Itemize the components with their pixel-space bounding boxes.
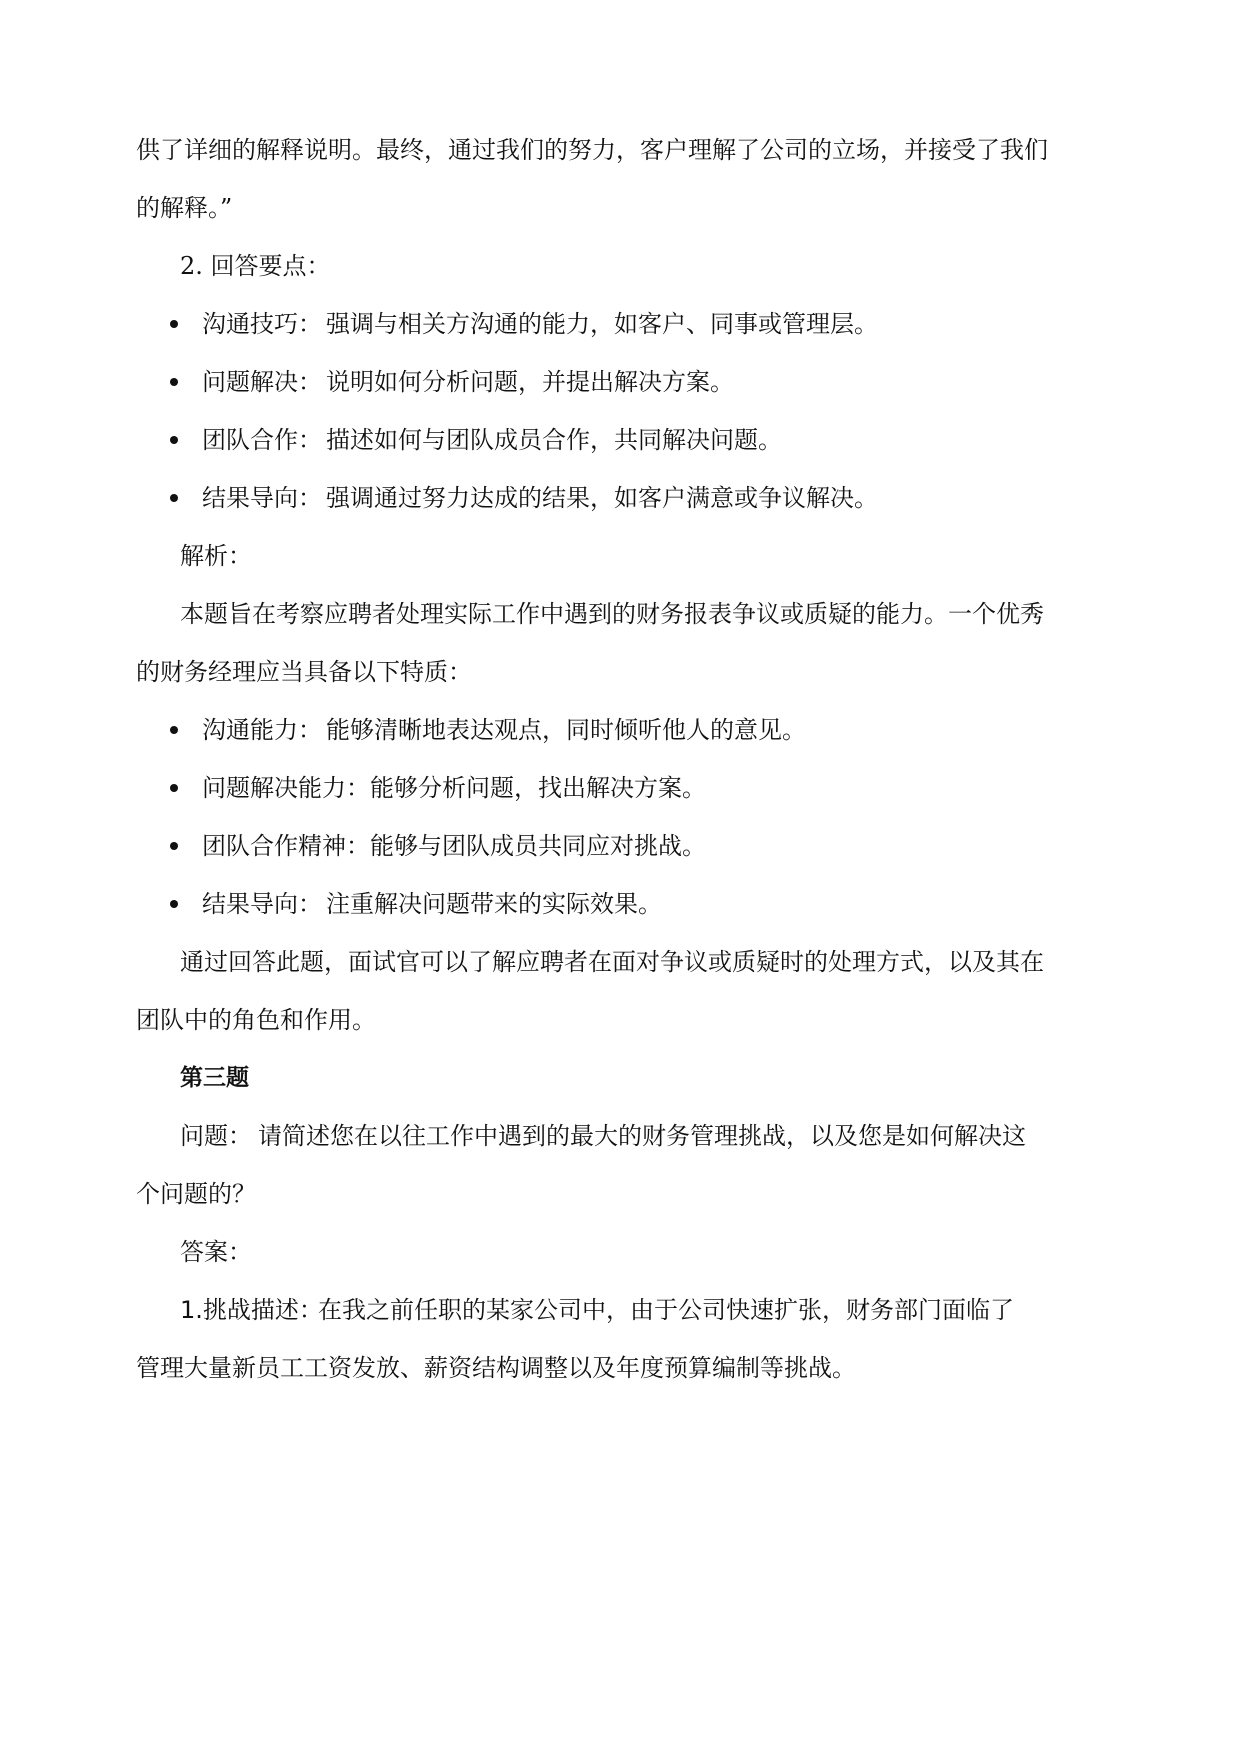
paragraph-line: 的解释。”	[136, 194, 233, 222]
list-item-label: 团队合作精神：	[202, 832, 370, 860]
bullet-icon	[170, 842, 178, 850]
paragraph-line: 个问题的？	[136, 1180, 256, 1208]
bullet-icon	[170, 726, 178, 734]
paragraph-line: 管理大量新员工工资发放、薪资结构调整以及年度预算编制等挑战。	[136, 1354, 856, 1382]
bullet-icon	[170, 320, 178, 328]
answer-points-heading: 2. 回答要点：	[180, 252, 331, 280]
challenge-text: 在我之前任职的某家公司中，由于公司快速扩张，财务部门面临了	[318, 1296, 1014, 1324]
list-item-text: 能够与团队成员共同应对挑战。	[370, 832, 706, 860]
paragraph-line: 供了详细的解释说明。最终，通过我们的努力，客户理解了公司的立场，并接受了我们	[136, 136, 1048, 164]
list-item-label: 沟通技巧：	[202, 310, 322, 338]
challenge-label: 1.挑战描述：	[180, 1296, 323, 1324]
bullet-icon	[170, 378, 178, 386]
bullet-icon	[170, 494, 178, 502]
analysis-heading: 解析：	[180, 542, 252, 570]
list-item-label: 结果导向：	[202, 484, 322, 512]
bullet-icon	[170, 436, 178, 444]
question-text: 请简述您在以往工作中遇到的最大的财务管理挑战，以及您是如何解决这	[258, 1122, 1026, 1150]
list-item-text: 能够清晰地表达观点，同时倾听他人的意见。	[326, 716, 806, 744]
bullet-icon	[170, 784, 178, 792]
paragraph-line: 的财务经理应当具备以下特质：	[136, 658, 472, 686]
list-item-text: 强调通过努力达成的结果，如客户满意或争议解决。	[326, 484, 878, 512]
question-label: 问题：	[180, 1122, 252, 1150]
list-item-label: 沟通能力：	[202, 716, 322, 744]
list-item-text: 能够分析问题，找出解决方案。	[370, 774, 706, 802]
bullet-icon	[170, 900, 178, 908]
list-item-label: 问题解决：	[202, 368, 322, 396]
paragraph-line: 团队中的角色和作用。	[136, 1006, 376, 1034]
answer-label: 答案：	[180, 1238, 252, 1266]
list-item-label: 团队合作：	[202, 426, 322, 454]
list-item-label: 结果导向：	[202, 890, 322, 918]
paragraph-line: 本题旨在考察应聘者处理实际工作中遇到的财务报表争议或质疑的能力。一个优秀	[180, 600, 1044, 628]
list-item-text: 描述如何与团队成员合作，共同解决问题。	[326, 426, 782, 454]
section-title: 第三题	[180, 1065, 249, 1091]
list-item-text: 强调与相关方沟通的能力，如客户、同事或管理层。	[326, 310, 878, 338]
list-item-text: 注重解决问题带来的实际效果。	[326, 890, 662, 918]
paragraph-line: 通过回答此题，面试官可以了解应聘者在面对争议或质疑时的处理方式，以及其在	[180, 948, 1044, 976]
list-item-label: 问题解决能力：	[202, 774, 370, 802]
list-item-text: 说明如何分析问题，并提出解决方案。	[326, 368, 734, 396]
